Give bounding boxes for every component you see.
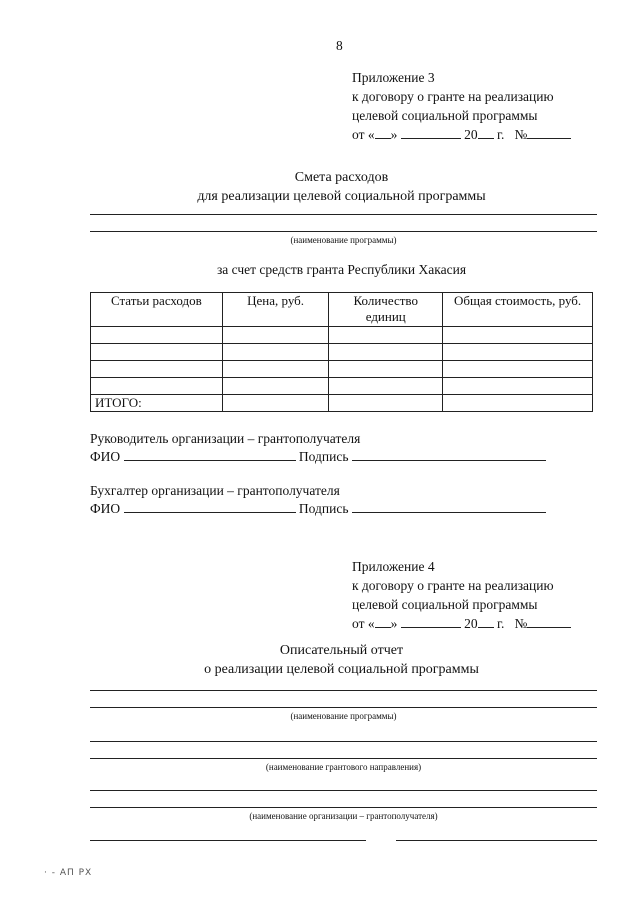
org-line-1[interactable] (90, 790, 597, 791)
head-fio-blank[interactable] (124, 448, 296, 461)
footer-stamp (44, 868, 92, 878)
table-header-row (91, 293, 593, 327)
direction-caption: (наименование грантового направления) (265, 762, 422, 772)
direction-line-2[interactable] (90, 758, 597, 759)
table-row (91, 327, 593, 344)
signature-label: Подпись (298, 501, 349, 516)
report-program-line-1[interactable] (90, 690, 597, 691)
appendix-4-line1: к договору о гранте на реализацию (352, 578, 554, 593)
fio-label: ФИО (90, 501, 121, 516)
program-name-caption: (наименование программы) (290, 235, 397, 245)
footer-stamp-text: АП РХ (59, 868, 93, 878)
direction-line-1[interactable] (90, 741, 597, 742)
appendix-4-header (352, 557, 571, 633)
head-signature-row (90, 448, 546, 466)
appendix-4-date-line (352, 614, 571, 633)
day-blank[interactable] (375, 126, 391, 139)
program-name-line-1[interactable] (90, 214, 597, 215)
date-from-label: от « (352, 127, 375, 142)
head-signature-blank[interactable] (352, 448, 546, 461)
number-sign: № (514, 127, 528, 142)
accountant-signature-row (90, 500, 546, 518)
day-blank[interactable] (375, 615, 391, 628)
footer-stamp-mark: · - (44, 868, 60, 878)
appendix-3-title: Приложение 3 (352, 70, 435, 85)
number-sign: № (514, 616, 528, 631)
page-number: 8 (336, 38, 343, 53)
year-prefix: 20 (464, 127, 478, 142)
number-blank[interactable] (527, 126, 571, 139)
total-row (91, 395, 593, 412)
year-prefix: 20 (464, 616, 478, 631)
estimate-heading (90, 168, 593, 206)
year-suffix: г. (496, 127, 505, 142)
report-subtitle: о реализации целевой социальной программы (204, 662, 479, 677)
program-name-line-2[interactable] (90, 231, 597, 232)
signature-label: Подпись (298, 449, 349, 464)
report-title: Описательный отчет (279, 643, 404, 658)
date-quote-close: » (390, 127, 398, 142)
accountant-signature-blank[interactable] (352, 500, 546, 513)
table-row (91, 378, 593, 395)
appendix-4-title: Приложение 4 (352, 559, 435, 574)
total-label: ИТОГО: (91, 395, 223, 412)
signatures-block (90, 430, 546, 518)
number-blank[interactable] (527, 615, 571, 628)
date-quote-close: » (390, 616, 398, 631)
head-title: Руководитель организации – грантополучателя (90, 431, 361, 446)
appendix-3-date-line (352, 125, 571, 144)
estimate-table (90, 292, 593, 412)
appendix-4-line2: целевой социальной программы (352, 597, 538, 612)
col-total-cost: Общая стоимость, руб. (443, 293, 593, 327)
appendix-3-line2: целевой социальной программы (352, 108, 538, 123)
month-blank[interactable] (401, 126, 461, 139)
col-quantity: Количество единиц (329, 293, 443, 327)
estimate-subtitle: для реализации целевой социальной программы (197, 189, 486, 204)
fio-label: ФИО (90, 449, 121, 464)
appendix-3-line1: к договору о гранте на реализацию (352, 89, 554, 104)
col-price: Цена, руб. (222, 293, 329, 327)
appendix-3-header (352, 68, 571, 144)
month-blank[interactable] (401, 615, 461, 628)
accountant-title: Бухгалтер организации – грантополучателя (90, 483, 340, 498)
org-caption: (наименование организации – грантополучателя) (249, 811, 438, 821)
report-program-caption: (наименование программы) (290, 711, 397, 721)
funding-source: за счет средств гранта Республики Хакасия (216, 262, 467, 277)
date-from-label: от « (352, 616, 375, 631)
year-suffix: г. (496, 616, 505, 631)
year-blank[interactable] (478, 126, 494, 139)
table-row (91, 344, 593, 361)
table-row (91, 361, 593, 378)
accountant-fio-blank[interactable] (124, 500, 296, 513)
report-heading (90, 641, 593, 679)
report-program-line-2[interactable] (90, 707, 597, 708)
org-line-2[interactable] (90, 807, 597, 808)
estimate-title: Смета расходов (294, 170, 389, 185)
bottom-line-right[interactable] (396, 840, 597, 841)
year-blank[interactable] (478, 615, 494, 628)
col-expense-items: Статьи расходов (91, 293, 223, 327)
bottom-line-left[interactable] (90, 840, 366, 841)
